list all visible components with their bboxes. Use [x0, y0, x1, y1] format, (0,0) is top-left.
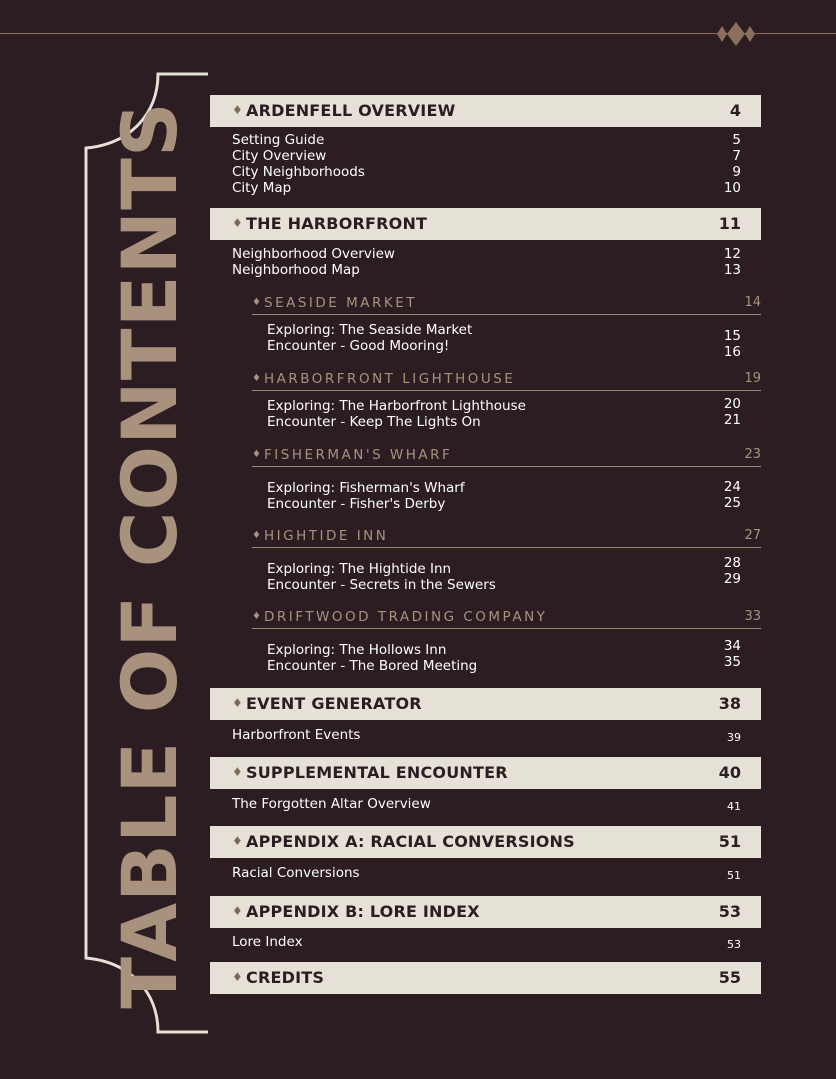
toc-entry[interactable]: City Overview: [232, 148, 327, 164]
toc-entry-page: 15: [723, 328, 741, 344]
toc-entry-page: 25: [723, 495, 741, 511]
diamond-bullet-icon: ♦: [232, 216, 243, 230]
toc-entry[interactable]: Encounter - Secrets in the Sewers: [267, 577, 496, 593]
diamond-bullet-icon: ♦: [232, 696, 243, 710]
toc-entry[interactable]: Exploring: The Seaside Market: [267, 322, 473, 338]
diamond-bullet-icon: ♦: [252, 449, 261, 460]
toc-entry-page: 7: [732, 148, 741, 164]
diamond-bullet-icon: ♦: [252, 373, 261, 384]
toc-entry[interactable]: Encounter - Keep The Lights On: [267, 414, 481, 430]
subsection-page-number: 33: [744, 609, 761, 624]
diamond-bullet-icon: ♦: [232, 103, 243, 117]
section-title: ARDENFELL OVERVIEW: [246, 101, 456, 120]
section-title: APPENDIX A: RACIAL CONVERSIONS: [246, 832, 575, 851]
section-title: CREDITS: [246, 968, 325, 987]
subsection-page-number: 23: [744, 447, 761, 462]
toc-entry-page: 12: [723, 246, 741, 262]
section-page-number: 40: [718, 763, 741, 782]
toc-entry[interactable]: Exploring: The Harborfront Lighthouse: [267, 398, 526, 414]
section-page-number: 55: [718, 968, 741, 987]
toc-entry-page: 29: [723, 571, 741, 587]
toc-entry[interactable]: Encounter - Fisher's Derby: [267, 496, 446, 512]
section-header[interactable]: [210, 896, 761, 928]
toc-entry[interactable]: Neighborhood Map: [232, 262, 360, 278]
section-page-number: 53: [718, 902, 741, 921]
toc-entry[interactable]: Exploring: Fisherman's Wharf: [267, 480, 465, 496]
toc-entry[interactable]: Exploring: The Hightide Inn: [267, 561, 452, 577]
toc-entry[interactable]: Lore Index: [232, 934, 303, 950]
diamond-bullet-icon: ♦: [252, 297, 261, 308]
toc-entry[interactable]: Racial Conversions: [232, 865, 360, 881]
toc-entry-page: 9: [732, 164, 741, 180]
toc-entry-page: 5: [732, 132, 741, 148]
section-page-number: 11: [718, 214, 741, 233]
toc-entry[interactable]: Encounter - Good Mooring!: [267, 338, 450, 354]
toc-entry-page: 21: [723, 412, 741, 428]
section-page-number: 38: [718, 694, 741, 713]
toc-entry-page: 41: [727, 800, 741, 813]
toc-entry-page: 24: [723, 479, 741, 495]
section-title: APPENDIX B: LORE INDEX: [246, 902, 480, 921]
diamond-bullet-icon: ♦: [252, 530, 261, 541]
toc-entry-page: 16: [723, 344, 741, 360]
toc-entry[interactable]: City Neighborhoods: [232, 164, 365, 180]
toc-entry-page: 51: [727, 869, 741, 882]
subsection-page-number: 27: [744, 528, 761, 543]
diamond-bullet-icon: ♦: [252, 611, 261, 622]
subsection-page-number: 19: [744, 371, 761, 386]
section-page-number: 4: [729, 101, 741, 120]
toc-entry-page: 39: [727, 731, 741, 744]
page-title: TABLE OF CONTENTS: [105, 101, 194, 1009]
diamond-bullet-icon: ♦: [232, 834, 243, 848]
toc-entry-page: 34: [723, 638, 741, 654]
toc-entry-page: 13: [723, 262, 741, 278]
section-title: THE HARBORFRONT: [246, 214, 428, 233]
toc-entry[interactable]: Neighborhood Overview: [232, 246, 395, 262]
table-of-contents: [210, 0, 761, 1079]
subsection-header[interactable]: [252, 527, 761, 548]
section-page-number: 51: [718, 832, 741, 851]
subsection-title: HARBORFRONT LIGHTHOUSE: [264, 371, 516, 387]
toc-entry[interactable]: Harborfront Events: [232, 727, 361, 743]
section-header[interactable]: [210, 962, 761, 994]
toc-entry-page: 35: [723, 654, 741, 670]
diamond-bullet-icon: ♦: [232, 970, 243, 984]
section-header[interactable]: [210, 826, 761, 858]
toc-entry-page: 28: [723, 555, 741, 571]
toc-entry-page: 20: [723, 396, 741, 412]
section-header[interactable]: [210, 208, 761, 240]
toc-entry[interactable]: Encounter - The Bored Meeting: [267, 658, 478, 674]
subsection-title: FISHERMAN'S WHARF: [264, 447, 453, 463]
toc-entry-page: 10: [723, 180, 741, 196]
diamond-bullet-icon: ♦: [232, 765, 243, 779]
section-header[interactable]: [210, 688, 761, 720]
section-header[interactable]: [210, 95, 761, 127]
subsection-title: DRIFTWOOD TRADING COMPANY: [264, 609, 548, 625]
subsection-header[interactable]: [252, 294, 761, 315]
subsection-header[interactable]: [252, 370, 761, 391]
subsection-header[interactable]: [252, 446, 761, 467]
section-title: EVENT GENERATOR: [246, 694, 422, 713]
section-header[interactable]: [210, 757, 761, 789]
subsection-header[interactable]: [252, 608, 761, 629]
toc-entry[interactable]: Setting Guide: [232, 132, 325, 148]
section-title: SUPPLEMENTAL ENCOUNTER: [246, 763, 508, 782]
toc-entry[interactable]: City Map: [232, 180, 292, 196]
subsection-title: SEASIDE MARKET: [264, 295, 417, 311]
subsection-page-number: 14: [744, 295, 761, 310]
subsection-title: HIGHTIDE INN: [264, 528, 389, 544]
toc-entry[interactable]: Exploring: The Hollows Inn: [267, 642, 447, 658]
toc-entry[interactable]: The Forgotten Altar Overview: [232, 796, 431, 812]
diamond-bullet-icon: ♦: [232, 904, 243, 918]
toc-entry-page: 53: [727, 938, 741, 951]
